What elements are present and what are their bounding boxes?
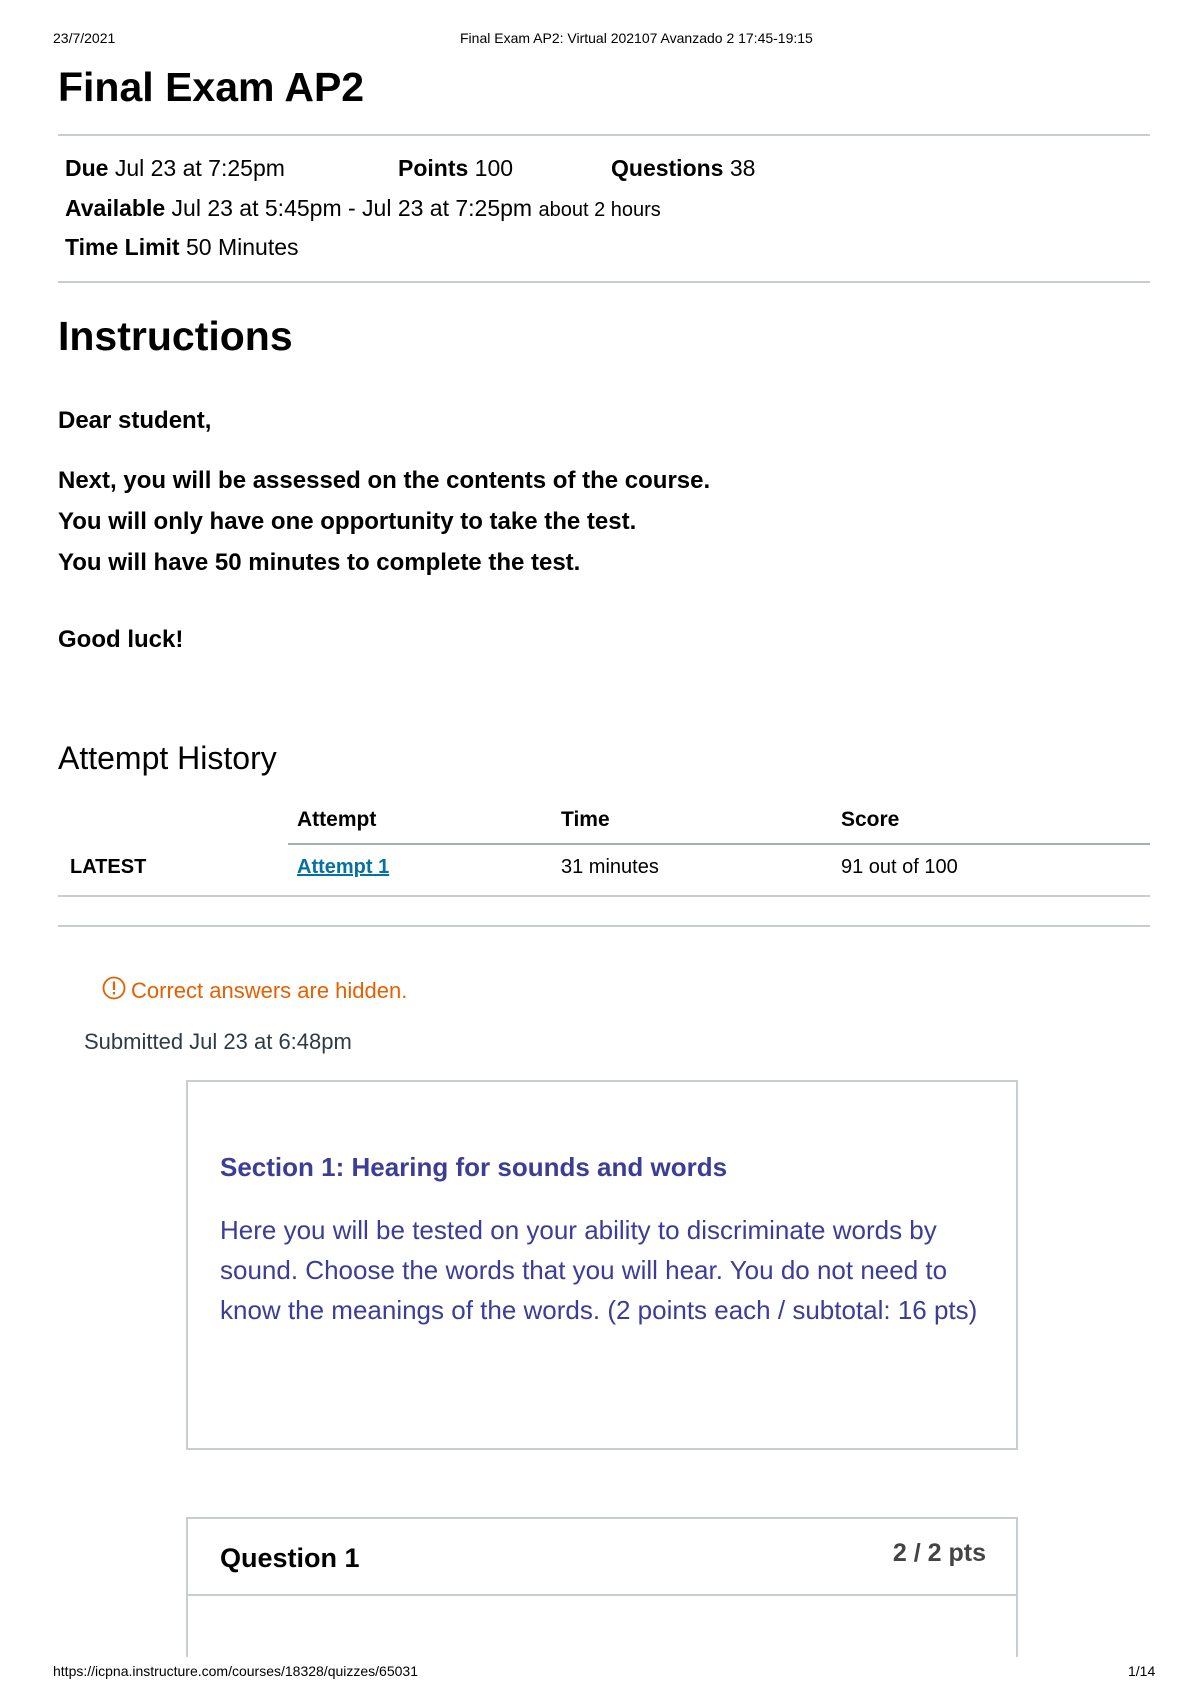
print-page-number: 1/14	[1128, 1663, 1156, 1679]
time-limit-value: 50 Minutes	[186, 234, 299, 260]
available-meta	[65, 195, 661, 222]
available-value: Jul 23 at 5:45pm - Jul 23 at 7:25pm	[171, 195, 533, 221]
attempt-score: 91 out of 100	[841, 856, 958, 878]
points-label: Points	[398, 155, 469, 181]
print-url: https://icpna.instructure.com/courses/18328/quizzes/65031	[53, 1663, 418, 1679]
questions-meta	[611, 155, 755, 182]
table-row-divider	[58, 895, 1150, 897]
instructions-line: Next, you will be assessed on the contents of the course.	[58, 467, 711, 494]
due-label: Due	[65, 155, 109, 181]
divider	[58, 925, 1150, 927]
page-title: Final Exam AP2	[58, 64, 365, 110]
points-meta	[398, 155, 513, 182]
print-date: 23/7/2021	[53, 30, 116, 46]
column-header-time: Time	[561, 808, 610, 831]
correct-answers-notice	[102, 976, 407, 1006]
question-points: 2 / 2 pts	[892, 1539, 986, 1567]
section-title: Section 1: Hearing for sounds and words	[220, 1152, 728, 1182]
warning-circle-icon	[102, 976, 126, 1006]
divider	[58, 281, 1150, 283]
question-title: Question 1	[220, 1543, 360, 1573]
attempt-time: 31 minutes	[561, 856, 659, 878]
submitted-timestamp: Submitted Jul 23 at 6:48pm	[84, 1029, 352, 1054]
section-description-box	[186, 1080, 1018, 1450]
due-value: Jul 23 at 7:25pm	[114, 155, 285, 181]
questions-label: Questions	[611, 155, 724, 181]
available-note: about 2 hours	[538, 199, 661, 221]
question-header	[188, 1519, 1016, 1596]
attempt-1-link[interactable]: Attempt 1	[297, 856, 390, 878]
row-label-latest: LATEST	[70, 856, 147, 878]
section-text: Here you will be tested on your ability to discriminate words by sound. Choose the words that you will hear. You do not need to know the meanings of the words. (2 points each / subtotal: 16 pts)	[220, 1215, 978, 1325]
column-header-attempt: Attempt	[297, 808, 377, 831]
time-limit-meta	[65, 234, 299, 261]
question-box	[186, 1517, 1018, 1657]
notice-text: Correct answers are hidden.	[131, 978, 408, 1003]
time-limit-label: Time Limit	[65, 234, 180, 260]
instructions-line: You will only have one opportunity to take the test.	[58, 508, 637, 535]
questions-value: 38	[729, 155, 756, 181]
instructions-heading: Instructions	[58, 313, 293, 359]
attempt-history-heading: Attempt History	[58, 740, 277, 776]
print-doc-title: Final Exam AP2: Virtual 202107 Avanzado 2 17:45-19:15	[460, 30, 813, 46]
available-label: Available	[65, 195, 166, 221]
table-header-divider	[288, 843, 1150, 845]
instructions-line: You will have 50 minutes to complete the test.	[58, 549, 581, 576]
points-value: 100	[474, 155, 514, 181]
quiz-meta-row-1	[65, 155, 285, 182]
column-header-score: Score	[841, 808, 900, 831]
divider	[58, 134, 1150, 136]
instructions-closing: Good luck!	[58, 626, 184, 653]
instructions-greeting: Dear student,	[58, 407, 212, 434]
